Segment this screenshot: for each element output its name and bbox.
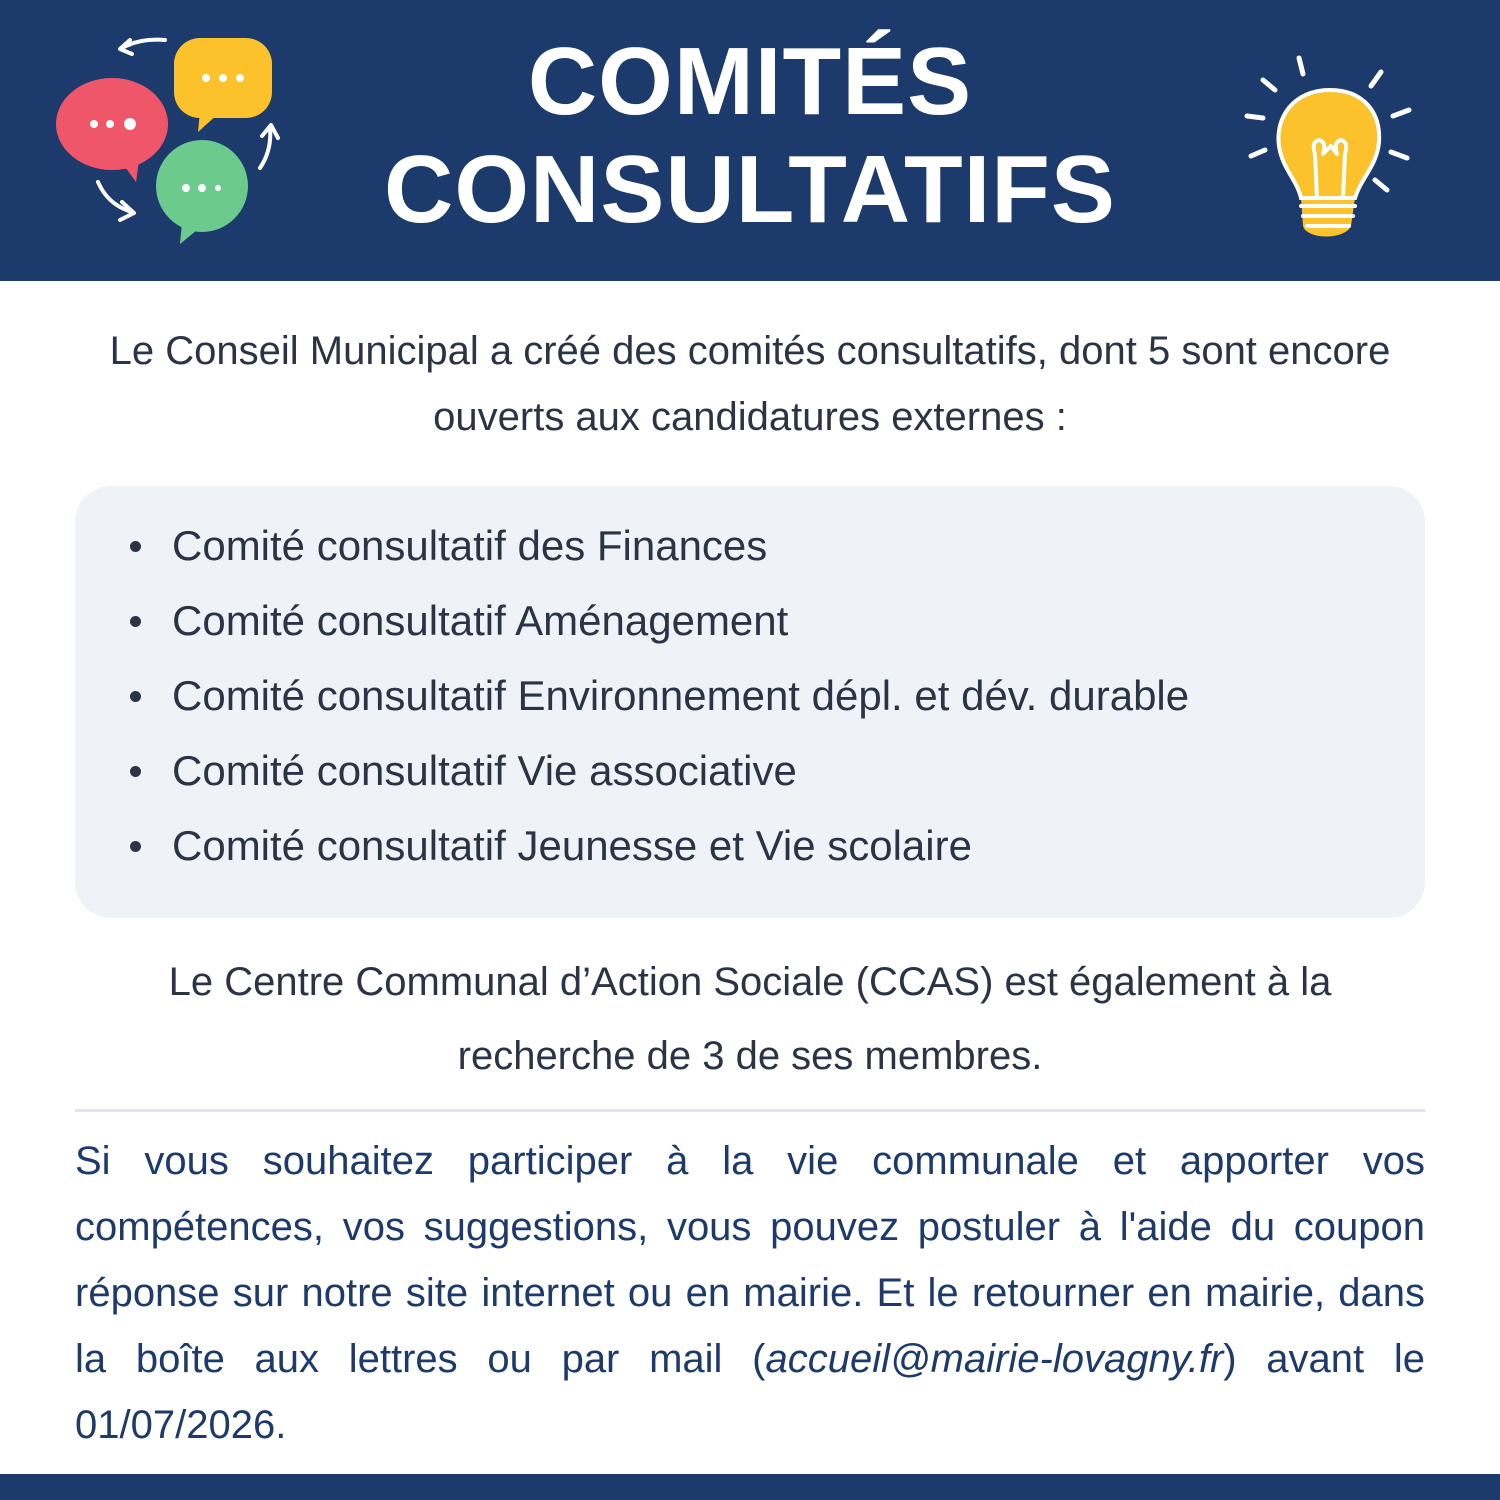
header-banner xyxy=(0,0,1500,281)
page-title xyxy=(300,28,1200,244)
title-line-2: CONSULTATIFS xyxy=(384,136,1116,243)
list-item-label: Comité consultatif des Finances xyxy=(172,522,768,569)
ccas-text: Le Centre Communal d’Action Sociale (CCAS) est également à la recherche de 3 de ses membres. xyxy=(168,960,1332,1078)
list-item xyxy=(75,508,1425,583)
list-item xyxy=(75,808,1425,883)
list-item-label: Comité consultatif Vie associative xyxy=(172,747,797,794)
list-item xyxy=(75,583,1425,658)
speech-bubbles-icon xyxy=(50,30,290,250)
call-text-before: Si vous souhaitez participer à la vie communale et apporter vos compétences, vos suggestions, vous pouvez postuler à l'aide du coupon réponse sur notre site internet ou en mairie. Et le retourner en mairie, dans la boîte aux lettres ou par mail ( xyxy=(75,1139,1425,1381)
committee-list xyxy=(75,508,1425,883)
bullet-icon xyxy=(130,766,141,777)
title-line-1: COMITÉS xyxy=(527,28,973,135)
list-item xyxy=(75,658,1425,733)
bullet-icon xyxy=(130,541,141,552)
bullet-icon xyxy=(130,616,141,627)
divider xyxy=(75,1109,1425,1112)
call-text-after: ) avant le 01/07/2026. xyxy=(75,1337,1425,1447)
lightbulb-icon xyxy=(1235,50,1425,250)
intro-text: Le Conseil Municipal a créé des comités consultatifs, dont 5 sont encore ouverts aux candidatures externes : xyxy=(109,329,1391,439)
bullet-icon xyxy=(130,691,141,702)
list-item xyxy=(75,733,1425,808)
call-to-action-text xyxy=(75,1128,1425,1458)
footer-bar xyxy=(0,1474,1500,1500)
list-item-label: Comité consultatif Aménagement xyxy=(172,597,789,644)
list-item-label: Comité consultatif Jeunesse et Vie scolaire xyxy=(172,822,972,869)
committee-list-box xyxy=(75,486,1425,918)
list-item-label: Comité consultatif Environnement dépl. et dév. durable xyxy=(172,672,1190,719)
email-link[interactable]: accueil@mairie-lovagny.fr xyxy=(765,1337,1224,1381)
bullet-icon xyxy=(130,841,141,852)
